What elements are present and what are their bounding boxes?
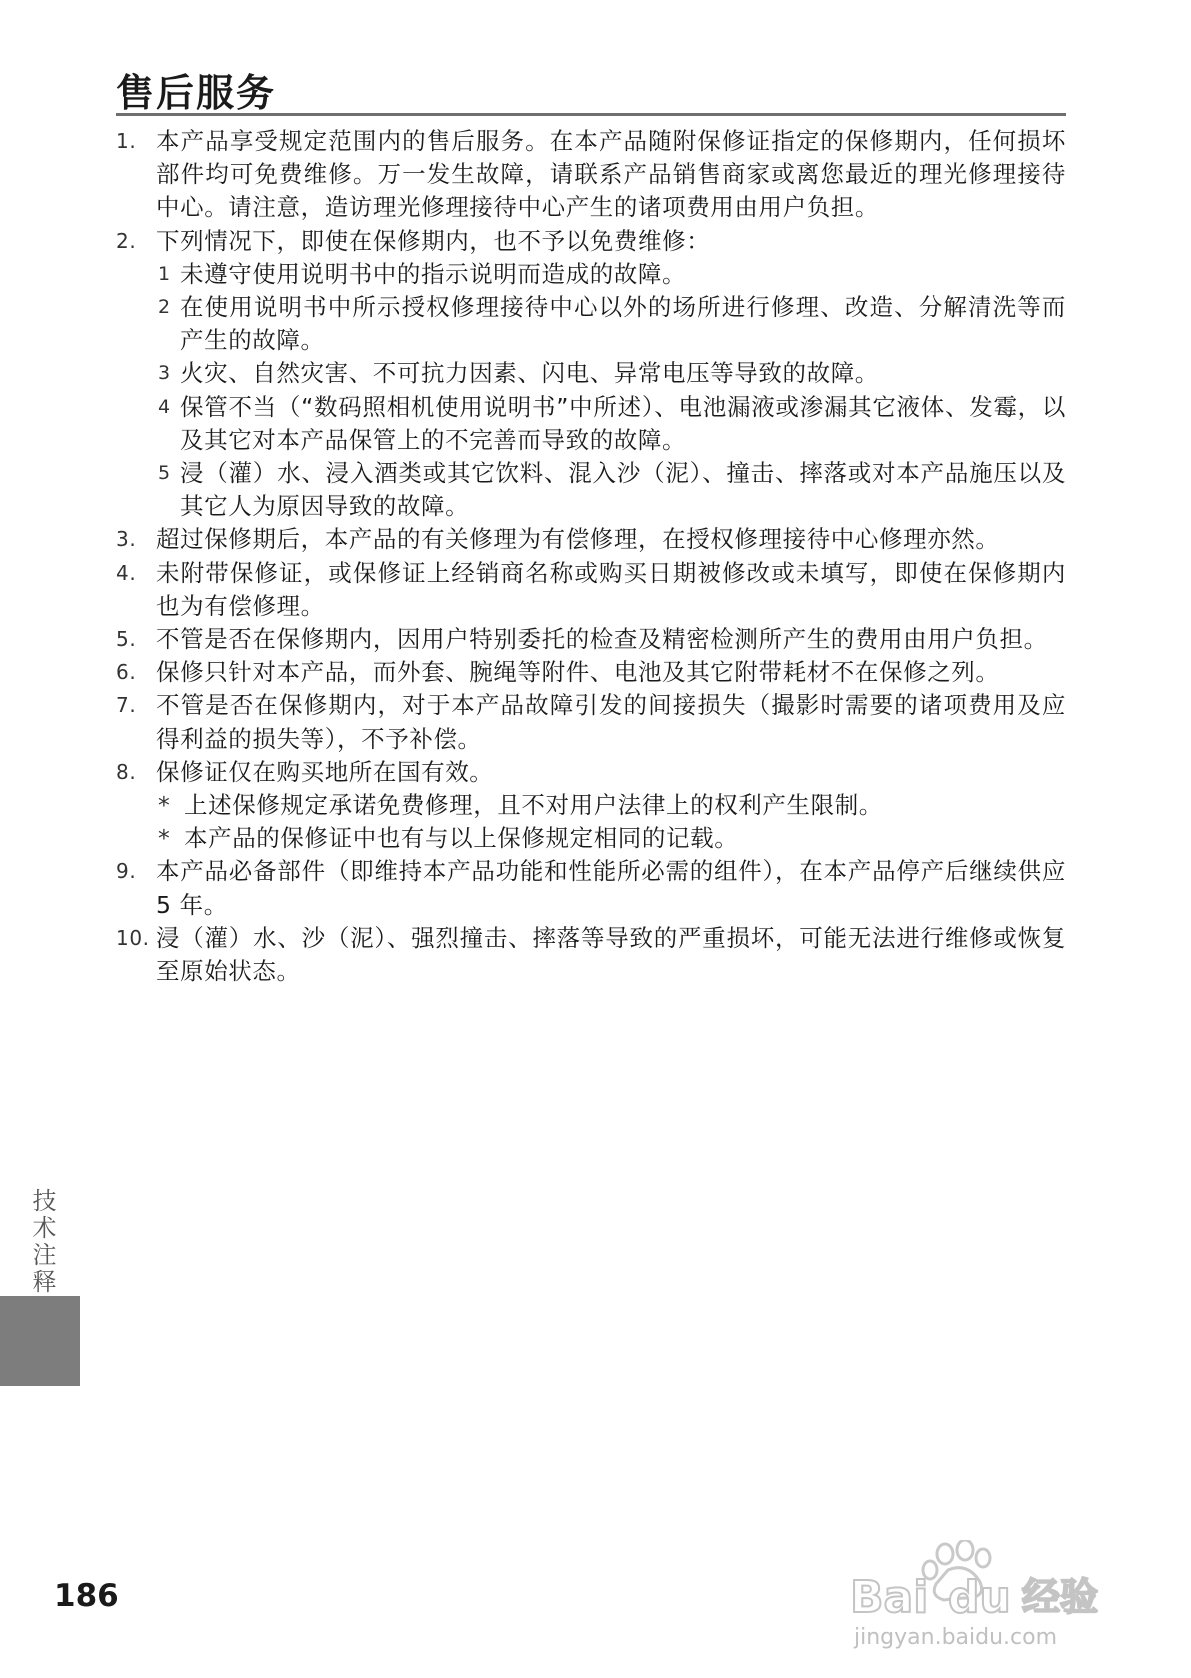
watermark-url: jingyan.baidu.com bbox=[854, 1625, 1058, 1650]
footnote-mark: * bbox=[158, 824, 171, 853]
page-number: 186 bbox=[54, 1578, 119, 1614]
sub-item-number: 3 bbox=[158, 362, 171, 385]
item-text: 浸（灌）水、沙（泥）、强烈撞击、摔落等导致的严重损坏，可能无法进行维修或恢复至原始状态。 bbox=[156, 923, 1066, 986]
sub-item-number: 1 bbox=[158, 262, 171, 285]
sub-item-number: 5 bbox=[158, 462, 171, 485]
title-divider bbox=[116, 113, 1066, 116]
item-number: 2. bbox=[116, 228, 137, 253]
item-text: 本产品必备部件（即维持本产品功能和性能所必需的组件），在本产品停产后继续供应 5 年。 bbox=[156, 857, 1066, 919]
watermark-brand-2: du bbox=[948, 1572, 1011, 1623]
sub-item bbox=[116, 457, 1066, 523]
baidu-paw-icon bbox=[850, 1540, 1150, 1650]
list-item-4 bbox=[116, 557, 1066, 623]
list-item-7 bbox=[116, 689, 1066, 755]
sub-item-text: 火灾、自然灾害、不可抗力因素、闪电、异常电压等导致的故障。 bbox=[180, 359, 879, 388]
list-item-10 bbox=[116, 922, 1066, 988]
item-number: 1. bbox=[116, 129, 137, 153]
item-text: 保修证仅在购买地所在国有效。 bbox=[156, 757, 494, 786]
sub-item bbox=[116, 258, 1066, 291]
section-tab-marker bbox=[0, 1296, 80, 1386]
item-number: 5. bbox=[116, 627, 137, 652]
item-text: 不管是否在保修期内，因用户特别委托的检查及精密检测所产生的费用由用户负担。 bbox=[156, 625, 1048, 654]
list-item-1 bbox=[116, 125, 1066, 225]
sub-item-text: 保管不当（“数码照相机使用说明书”中所述）、电池漏液或渗漏其它液体、发霉，以及其它对本产品保管上的不完善而导致的故障。 bbox=[180, 392, 1066, 454]
item-text: 本产品享受规定范围内的售后服务。在本产品随附保修证指定的保修期内，任何损坏部件均可免费维修。万一发生故障，请联系产品销售商家或离您最近的理光修理接待中心。请注意，造访理光修理接待中心产生的诸项费用由用户负担。 bbox=[156, 127, 1066, 222]
sub-item-text: 未遵守使用说明书中的指示说明而造成的故障。 bbox=[180, 259, 687, 288]
sub-item-number: 2 bbox=[158, 296, 171, 319]
sub-item bbox=[116, 357, 1066, 390]
footnote bbox=[116, 822, 1066, 855]
item-number: 9. bbox=[116, 859, 137, 884]
item-text: 下列情况下，即使在保修期内，也不予以免费维修： bbox=[156, 226, 711, 255]
footnote bbox=[116, 789, 1066, 822]
list-item-9 bbox=[116, 855, 1066, 921]
sub-item bbox=[116, 391, 1066, 457]
footnote-mark: * bbox=[158, 791, 171, 820]
watermark-jingyan: 经验 bbox=[1022, 1575, 1099, 1619]
item-number: 7. bbox=[116, 693, 137, 718]
sub-item-number: 4 bbox=[158, 395, 171, 418]
item-number: 8. bbox=[116, 759, 137, 784]
item-text: 不管是否在保修期内，对于本产品故障引发的间接损失（撮影时需要的诸项费用及应得利益的损失等），不予补偿。 bbox=[156, 691, 1066, 753]
list-item-6 bbox=[116, 656, 1066, 689]
sub-item bbox=[116, 291, 1066, 357]
service-list bbox=[116, 125, 1066, 988]
item-number: 4. bbox=[116, 560, 137, 585]
item-text: 超过保修期后，本产品的有关修理为有偿修理，在授权修理接待中心修理亦然。 bbox=[156, 525, 1000, 554]
page-title: 售后服务 bbox=[116, 71, 277, 115]
item-number: 6. bbox=[116, 660, 137, 685]
watermark-brand: Bai bbox=[850, 1572, 929, 1623]
item-number: 3. bbox=[116, 527, 137, 552]
baidu-watermark bbox=[850, 1540, 1150, 1650]
item-text: 未附带保修证，或保修证上经销商名称或购买日期被修改或未填写，即使在保修期内也为有偿修理。 bbox=[156, 558, 1066, 620]
list-item-2 bbox=[116, 225, 1066, 258]
list-item-5 bbox=[116, 623, 1066, 656]
sub-item-text: 浸（灌）水、浸入酒类或其它饮料、混入沙（泥）、撞击、摔落或对本产品施压以及其它人为原因导致的故障。 bbox=[180, 459, 1066, 521]
footnote-text: 本产品的保修证中也有与以上保修规定相同的记载。 bbox=[184, 824, 739, 853]
sub-item-text: 在使用说明书中所示授权修理接待中心以外的场所进行修理、改造、分解清洗等而产生的故障。 bbox=[180, 293, 1066, 355]
list-item-8 bbox=[116, 756, 1066, 789]
section-side-label: 技术注释 bbox=[28, 1188, 56, 1296]
item-number: 10. bbox=[116, 925, 150, 950]
list-item-3 bbox=[116, 523, 1066, 556]
item-text: 保修只针对本产品，而外套、腕绳等附件、电池及其它附带耗材不在保修之列。 bbox=[156, 658, 1000, 687]
footnote-text: 上述保修规定承诺免费修理，且不对用户法律上的权利产生限制。 bbox=[184, 791, 883, 820]
